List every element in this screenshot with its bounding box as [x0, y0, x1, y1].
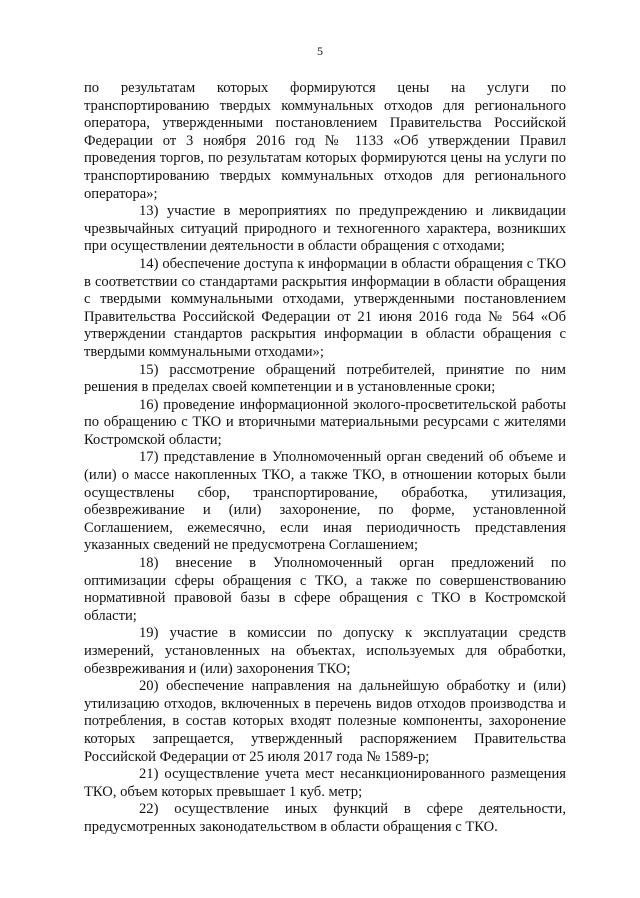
paragraph-item-19: 19) участие в комиссии по допуску к эксплуатации средств измерений, установленных на объектах, используемых для обработки, обезвреживания и (или) захоронения ТКО; — [84, 625, 566, 677]
paragraph-item-14: 14) обеспечение доступа к информации в области обращения с ТКО в соответствии со стандартами раскрытия информации в области обращения с твердыми коммунальными отходами, утвержденными постановлением Правительства Российской Федерации от 21 июня 2016 года № 564 «Об утверждении стандартов раскрытия информации в области обращения с твердыми коммунальными отходами»; — [84, 255, 566, 360]
paragraph-item-15: 15) рассмотрение обращений потребителей, принятие по ним решения в пределах своей компетенции и в установленные сроки; — [84, 361, 566, 396]
paragraph-item-20: 20) обеспечение направления на дальнейшую обработку и (или) утилизацию отходов, включенных в перечень видов отходов производства и потребления, в состав которых входят полезные компоненты, захоронение которых запрещается, утвержденный распоряжением Правительства Российской Федерации от 25 июля 2017 года № 1589-р; — [84, 678, 566, 765]
paragraph-continuation: по результатам которых формируются цены на услуги по транспортированию твердых коммунальных отходов для регионального оператора, утвержденными постановлением Правительства Российской Федерации от 3 ноября 2016 год № 1133 «Об утверждении Правил проведения торгов, по результатам которых формируются цены на услуги по транспортированию твердых коммунальных отходов для регионального оператора»; — [84, 80, 566, 202]
page-number: 5 — [317, 44, 323, 58]
paragraph-item-17: 17) представление в Уполномоченный орган сведений об объеме и (или) о массе накопленных ТКО, а также ТКО, в отношении которых были осуществлены сбор, транспортирование, обработка, утилизация, обезвреживание и (или) захоронение, по форме, установленной Соглашением, ежемесячно, если иная периодичность представления указанных сведений не предусмотрена Соглашением; — [84, 449, 566, 554]
paragraph-item-22: 22) осуществление иных функций в сфере деятельности, предусмотренных законодательством в области обращения с ТКО. — [84, 801, 566, 835]
paragraph-item-18: 18) внесение в Уполномоченный орган предложений по оптимизации сферы обращения с ТКО, а также по совершенствованию нормативной правовой базы в сфере обращения с ТКО в Костромской области; — [84, 555, 566, 624]
paragraph-item-13: 13) участие в мероприятиях по предупреждению и ликвидации чрезвычайных ситуаций природного и техногенного характера, возникших при осуществлении деятельности в области обращения с отходами; — [84, 203, 566, 255]
paragraph-item-21: 21) осуществление учета мест несанкционированного размещения ТКО, объем которых превышает 1 куб. метр; — [84, 766, 566, 800]
document-body — [84, 80, 566, 837]
paragraph-item-16: 16) проведение информационной эколого-просветительской работы по обращению с ТКО и вторичными материальными ресурсами с жителями Костромской области; — [84, 396, 566, 448]
